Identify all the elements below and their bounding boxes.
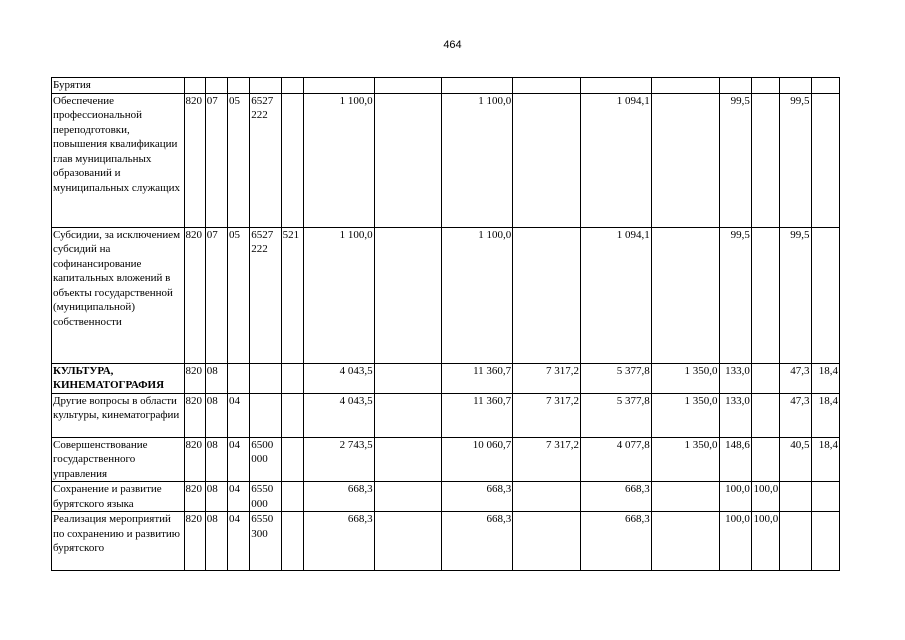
percent-cell-3: 99,5 xyxy=(780,93,811,227)
section-code-cell: 08 xyxy=(205,512,227,571)
ministry-code-cell: 820 xyxy=(184,93,205,227)
percent-cell-4 xyxy=(811,227,839,363)
value-cell-2 xyxy=(374,393,442,437)
subsection-code-cell: 04 xyxy=(227,393,249,437)
value-cell-4 xyxy=(513,93,581,227)
section-code-cell: 08 xyxy=(205,363,227,393)
table-row xyxy=(52,78,840,94)
percent-cell-1 xyxy=(719,78,751,94)
percent-cell-3: 99,5 xyxy=(780,227,811,363)
value-cell-3: 1 100,0 xyxy=(442,93,513,227)
percent-cell-2 xyxy=(751,93,779,227)
ministry-code-cell: 820 xyxy=(184,482,205,512)
value-cell-4 xyxy=(513,482,581,512)
percent-cell-3 xyxy=(780,482,811,512)
target-article-cell: 6500 000 xyxy=(250,437,281,482)
value-cell-5 xyxy=(580,78,651,94)
percent-cell-2 xyxy=(751,437,779,482)
row-name-cell: Другие вопросы в области культуры, кинематографии xyxy=(52,393,185,437)
table-row xyxy=(52,227,840,363)
value-cell-4: 7 317,2 xyxy=(513,393,581,437)
value-cell-3 xyxy=(442,78,513,94)
value-cell-5: 1 094,1 xyxy=(580,93,651,227)
percent-cell-1: 99,5 xyxy=(719,227,751,363)
ministry-code-cell: 820 xyxy=(184,227,205,363)
subsection-code-cell: 05 xyxy=(227,227,249,363)
percent-cell-3: 47,3 xyxy=(780,393,811,437)
value-cell-6: 1 350,0 xyxy=(651,437,719,482)
value-cell-1: 668,3 xyxy=(303,482,374,512)
row-name-cell: Субсидии, за исключением субсидий на софинансирование капитальных вложений в объекты государственной (муниципальной) собственности xyxy=(52,227,185,363)
value-cell-2 xyxy=(374,363,442,393)
value-cell-5: 668,3 xyxy=(580,512,651,571)
percent-cell-3 xyxy=(780,512,811,571)
expense-type-cell: 521 xyxy=(281,227,303,363)
value-cell-3: 11 360,7 xyxy=(442,393,513,437)
subsection-code-cell xyxy=(227,78,249,94)
expense-type-cell xyxy=(281,482,303,512)
value-cell-1: 2 743,5 xyxy=(303,437,374,482)
table-row xyxy=(52,393,840,437)
percent-cell-2: 100,0 xyxy=(751,512,779,571)
percent-cell-4: 18,4 xyxy=(811,393,839,437)
percent-cell-3: 40,5 xyxy=(780,437,811,482)
percent-cell-2 xyxy=(751,393,779,437)
expense-type-cell xyxy=(281,78,303,94)
ministry-code-cell: 820 xyxy=(184,437,205,482)
target-article-cell: 6550 000 xyxy=(250,482,281,512)
value-cell-6: 1 350,0 xyxy=(651,363,719,393)
percent-cell-1: 99,5 xyxy=(719,93,751,227)
page-number: 464 xyxy=(443,39,462,51)
value-cell-1: 4 043,5 xyxy=(303,363,374,393)
percent-cell-3 xyxy=(780,78,811,94)
value-cell-6 xyxy=(651,512,719,571)
budget-table xyxy=(51,77,840,571)
value-cell-1: 4 043,5 xyxy=(303,393,374,437)
percent-cell-4 xyxy=(811,78,839,94)
subsection-code-cell: 04 xyxy=(227,482,249,512)
target-article-cell: 6527 222 xyxy=(250,93,281,227)
value-cell-3: 11 360,7 xyxy=(442,363,513,393)
percent-cell-4 xyxy=(811,93,839,227)
value-cell-4: 7 317,2 xyxy=(513,437,581,482)
row-name-cell: КУЛЬТУРА, КИНЕМАТОГРАФИЯ xyxy=(52,363,185,393)
value-cell-4: 7 317,2 xyxy=(513,363,581,393)
percent-cell-1: 133,0 xyxy=(719,363,751,393)
expense-type-cell xyxy=(281,512,303,571)
table-row xyxy=(52,482,840,512)
target-article-cell xyxy=(250,363,281,393)
value-cell-5: 5 377,8 xyxy=(580,393,651,437)
percent-cell-4: 18,4 xyxy=(811,363,839,393)
value-cell-6 xyxy=(651,78,719,94)
target-article-cell: 6550 300 xyxy=(250,512,281,571)
value-cell-6 xyxy=(651,93,719,227)
target-article-cell xyxy=(250,78,281,94)
row-name-cell: Бурятия xyxy=(52,78,185,94)
target-article-cell xyxy=(250,393,281,437)
value-cell-2 xyxy=(374,227,442,363)
value-cell-2 xyxy=(374,437,442,482)
row-name-cell: Реализация мероприятий по сохранению и развитию бурятского xyxy=(52,512,185,571)
percent-cell-2 xyxy=(751,363,779,393)
value-cell-1 xyxy=(303,78,374,94)
section-code-cell: 08 xyxy=(205,437,227,482)
percent-cell-4 xyxy=(811,512,839,571)
expense-type-cell xyxy=(281,393,303,437)
value-cell-6 xyxy=(651,227,719,363)
table-row xyxy=(52,93,840,227)
percent-cell-1: 148,6 xyxy=(719,437,751,482)
value-cell-6 xyxy=(651,482,719,512)
value-cell-1: 668,3 xyxy=(303,512,374,571)
value-cell-2 xyxy=(374,482,442,512)
expense-type-cell xyxy=(281,437,303,482)
percent-cell-2 xyxy=(751,78,779,94)
value-cell-4 xyxy=(513,78,581,94)
value-cell-4 xyxy=(513,512,581,571)
table-row xyxy=(52,512,840,571)
percent-cell-1: 100,0 xyxy=(719,512,751,571)
value-cell-2 xyxy=(374,78,442,94)
percent-cell-4 xyxy=(811,482,839,512)
section-code-cell: 07 xyxy=(205,93,227,227)
expense-type-cell xyxy=(281,93,303,227)
value-cell-3: 668,3 xyxy=(442,482,513,512)
value-cell-5: 4 077,8 xyxy=(580,437,651,482)
value-cell-1: 1 100,0 xyxy=(303,227,374,363)
table-row xyxy=(52,363,840,393)
section-code-cell: 08 xyxy=(205,393,227,437)
expense-type-cell xyxy=(281,363,303,393)
value-cell-5: 668,3 xyxy=(580,482,651,512)
row-name-cell: Совершенствование государственного управления xyxy=(52,437,185,482)
subsection-code-cell: 04 xyxy=(227,512,249,571)
value-cell-3: 668,3 xyxy=(442,512,513,571)
percent-cell-2: 100,0 xyxy=(751,482,779,512)
ministry-code-cell xyxy=(184,78,205,94)
percent-cell-3: 47,3 xyxy=(780,363,811,393)
value-cell-2 xyxy=(374,512,442,571)
subsection-code-cell: 04 xyxy=(227,437,249,482)
value-cell-1: 1 100,0 xyxy=(303,93,374,227)
percent-cell-1: 100,0 xyxy=(719,482,751,512)
subsection-code-cell: 05 xyxy=(227,93,249,227)
percent-cell-2 xyxy=(751,227,779,363)
value-cell-5: 1 094,1 xyxy=(580,227,651,363)
ministry-code-cell: 820 xyxy=(184,512,205,571)
row-name-cell: Сохранение и развитие бурятского языка xyxy=(52,482,185,512)
ministry-code-cell: 820 xyxy=(184,363,205,393)
section-code-cell xyxy=(205,78,227,94)
ministry-code-cell: 820 xyxy=(184,393,205,437)
section-code-cell: 08 xyxy=(205,482,227,512)
percent-cell-1: 133,0 xyxy=(719,393,751,437)
value-cell-5: 5 377,8 xyxy=(580,363,651,393)
value-cell-6: 1 350,0 xyxy=(651,393,719,437)
table-row xyxy=(52,437,840,482)
value-cell-3: 10 060,7 xyxy=(442,437,513,482)
subsection-code-cell xyxy=(227,363,249,393)
percent-cell-4: 18,4 xyxy=(811,437,839,482)
value-cell-3: 1 100,0 xyxy=(442,227,513,363)
target-article-cell: 6527 222 xyxy=(250,227,281,363)
value-cell-4 xyxy=(513,227,581,363)
value-cell-2 xyxy=(374,93,442,227)
section-code-cell: 07 xyxy=(205,227,227,363)
row-name-cell: Обеспечение профессиональной переподготовки, повышения квалификации глав муниципальных образований и муниципальных служащих xyxy=(52,93,185,227)
